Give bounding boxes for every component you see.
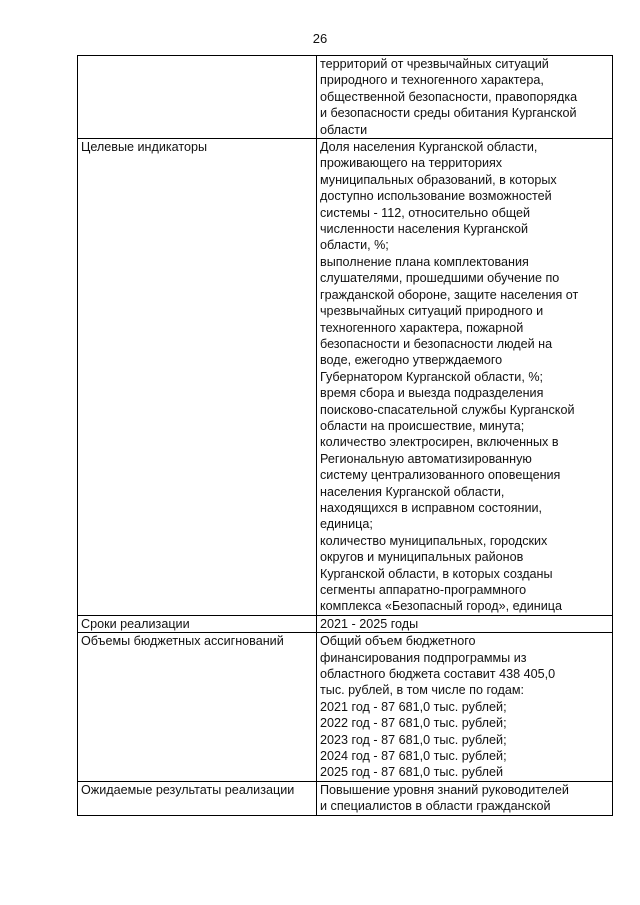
text-line: время сбора и выезда подразделения	[320, 386, 544, 401]
text-line: области, %;	[320, 238, 389, 253]
text-line: округов и муниципальных районов	[320, 550, 524, 565]
text-line: Повышение уровня знаний руководителей	[320, 782, 569, 797]
page-number: 26	[312, 31, 328, 46]
text-line: муниципальных образований, в которых	[320, 172, 557, 187]
text-line: сегменты аппаратно-программного	[320, 583, 527, 597]
text-line: проживающего на территориях	[320, 156, 503, 171]
row-value	[317, 633, 613, 782]
text-line: поисково-спасательной службы Курганской	[320, 402, 575, 417]
text-line: численности населения Курганской	[320, 222, 529, 237]
text-line: доступно использование возможностей	[320, 189, 552, 204]
text-line: систему централизованного оповещения	[320, 468, 561, 483]
subprogram-passport-table	[77, 55, 613, 816]
row-label	[78, 56, 317, 139]
text-line: Курганской области, в которых созданы	[320, 566, 553, 581]
text-line: 2024 год - 87 681,0 тыс. рублей;	[320, 749, 507, 764]
text-line: и безопасности среды обитания Курганской	[320, 106, 577, 121]
table-row	[78, 139, 613, 616]
text-line: воде, ежегодно утверждаемого	[320, 353, 503, 368]
text-line: общественной безопасности, правопорядка	[320, 89, 578, 104]
text-line: слушателями, прошедшими обучение по	[320, 271, 560, 286]
text-line: Доля населения Курганской области,	[320, 140, 538, 155]
text-line: системы - 112, относительно общей	[320, 205, 531, 220]
row-value	[317, 615, 613, 632]
text-line: количество муниципальных, городских	[320, 533, 548, 548]
text-line: чрезвычайных ситуаций природного и	[320, 304, 544, 319]
text-line: 2021 - 2025 годы	[320, 616, 419, 631]
text-line: находящихся в исправном состоянии,	[320, 500, 543, 515]
text-line: гражданской обороне, защите населения от	[320, 287, 579, 302]
row-label: Ожидаемые результаты реализации	[78, 781, 317, 815]
text-line: количество электросирен, включенных в	[320, 435, 559, 450]
text-line: единица;	[320, 517, 373, 532]
table-row	[78, 56, 613, 139]
text-line: комплекса «Безопасный город», единица	[320, 599, 562, 614]
row-value	[317, 139, 613, 616]
row-label: Объемы бюджетных ассигнований	[78, 633, 317, 782]
text-line: области на происшествие, минута;	[320, 418, 525, 433]
text-line: выполнение плана комплектования	[320, 254, 529, 269]
text-line: 2023 год - 87 681,0 тыс. рублей;	[320, 732, 507, 747]
row-label: Целевые индикаторы	[78, 139, 317, 616]
text-line: финансирования подпрограммы из	[320, 650, 527, 665]
text-line: Региональную автоматизированную	[320, 451, 532, 466]
text-line: Губернатором Курганской области, %;	[320, 369, 544, 384]
table-row	[78, 615, 613, 632]
text-line: областного бюджета составит 438 405,0	[320, 667, 556, 682]
row-value	[317, 56, 613, 139]
text-line: безопасности и безопасности людей на	[320, 336, 553, 351]
text-line: Общий объем бюджетного	[320, 634, 476, 649]
text-line: 2021 год - 87 681,0 тыс. рублей;	[320, 699, 507, 714]
row-label: Сроки реализации	[78, 615, 317, 632]
text-line: природного и техногенного характера,	[320, 73, 544, 88]
table-row	[78, 781, 613, 815]
table-row	[78, 633, 613, 782]
text-line: территорий от чрезвычайных ситуаций	[320, 57, 549, 71]
text-line: 2025 год - 87 681,0 тыс. рублей	[320, 765, 504, 780]
text-line: техногенного характера, пожарной	[320, 320, 524, 335]
text-line: и специалистов в области гражданской	[320, 799, 551, 814]
text-line: 2022 год - 87 681,0 тыс. рублей;	[320, 716, 507, 731]
text-line: тыс. рублей, в том числе по годам:	[320, 683, 525, 698]
text-line: населения Курганской области,	[320, 484, 505, 499]
text-line: области	[320, 122, 368, 137]
row-value	[317, 781, 613, 815]
